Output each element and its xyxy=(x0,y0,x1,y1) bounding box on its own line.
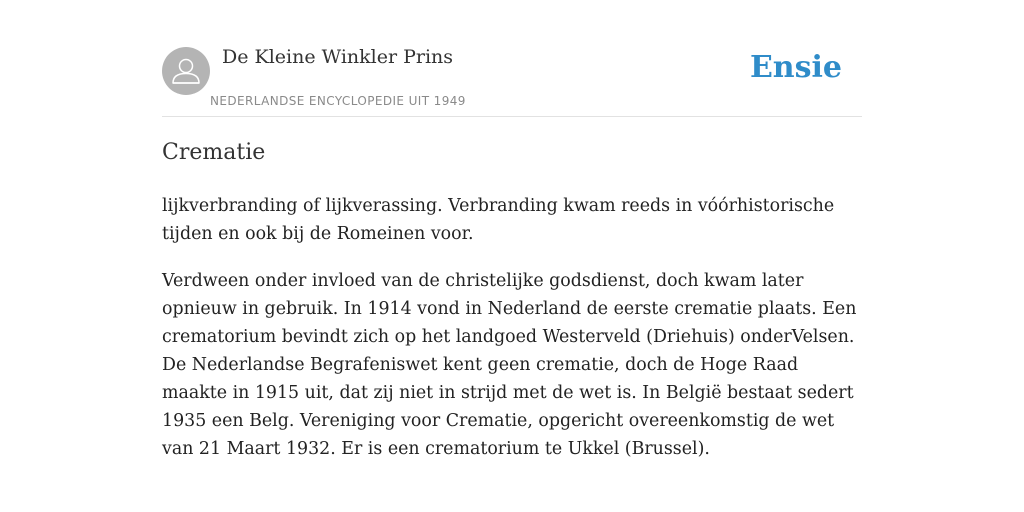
article-header xyxy=(162,0,862,117)
author-subtitle: NEDERLANDSE ENCYCLOPEDIE UIT 1949 xyxy=(210,94,466,108)
article-paragraph: lijkverbranding of lijkverassing. Verbranding kwam reeds in vóórhistorische tijden en ook bij de Romeinen voor. xyxy=(162,196,835,244)
brand-logo[interactable]: Ensie xyxy=(749,50,842,85)
article-title: Crematie xyxy=(162,140,266,165)
article-page xyxy=(162,0,862,512)
article-body xyxy=(162,192,862,482)
user-placeholder-icon xyxy=(162,47,210,95)
author-name[interactable]: De Kleine Winkler Prins xyxy=(222,46,454,68)
avatar[interactable] xyxy=(162,47,210,95)
article-paragraph: Verdween onder invloed van de christelijke godsdienst, doch kwam later opnieuw in gebruik. In 1914 vond in Nederland de eerste crematie plaats. Een crematorium bevindt zich op het landgoed Westerveld (Driehuis) onderVelsen. De Nederlandse Begrafeniswet kent geen crematie, doch de Hoge Raad maakte in 1915 uit, dat zij niet in strijd met de wet is. In België bestaat sedert 1935 een Belg. Vereniging voor Crematie, opgericht overeenkomstig de wet van 21 Maart 1932. Er is een crematorium te Ukkel (Brussel). xyxy=(162,271,857,459)
